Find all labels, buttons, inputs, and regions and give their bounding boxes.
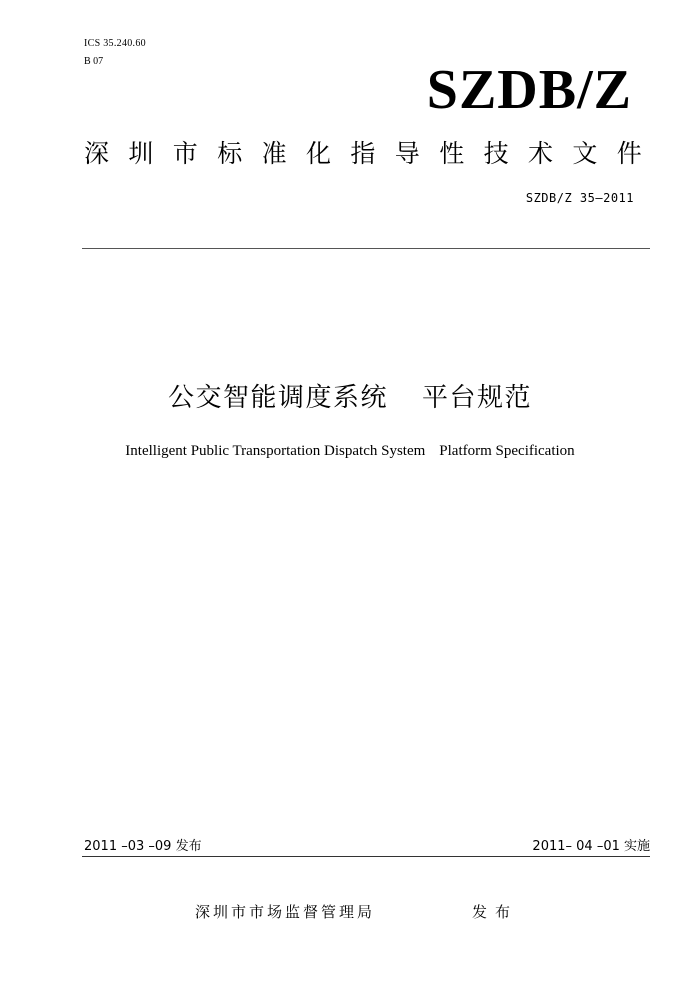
issue-date: 2011 –03 –09 发布 bbox=[84, 839, 202, 854]
classification-code: B 07 bbox=[84, 56, 104, 67]
ics-code: ICS 35.240.60 bbox=[84, 38, 146, 49]
title-en-sub: Platform Specification bbox=[439, 443, 575, 459]
document-title-cn bbox=[0, 380, 700, 416]
publisher-name: 深圳市市场监督管理局 bbox=[195, 903, 376, 921]
footer-divider bbox=[82, 856, 650, 857]
title-cn-sub: 平台规范 bbox=[422, 383, 533, 413]
title-en-main: Intelligent Public Transportation Dispatch System bbox=[125, 443, 426, 459]
document-title-en bbox=[0, 441, 700, 461]
publish-label: 发布 bbox=[472, 903, 519, 921]
implementation-date: 2011– 04 –01 实施 bbox=[532, 839, 650, 854]
document-number: SZDB/Z 35—2011 bbox=[525, 191, 634, 205]
title-cn-main: 公交智能调度系统 bbox=[167, 383, 388, 413]
standard-brand: SZDB/Z bbox=[426, 59, 632, 121]
document-type: 深圳市标准化指导性技术文件 bbox=[84, 139, 662, 168]
header-divider bbox=[82, 248, 650, 249]
